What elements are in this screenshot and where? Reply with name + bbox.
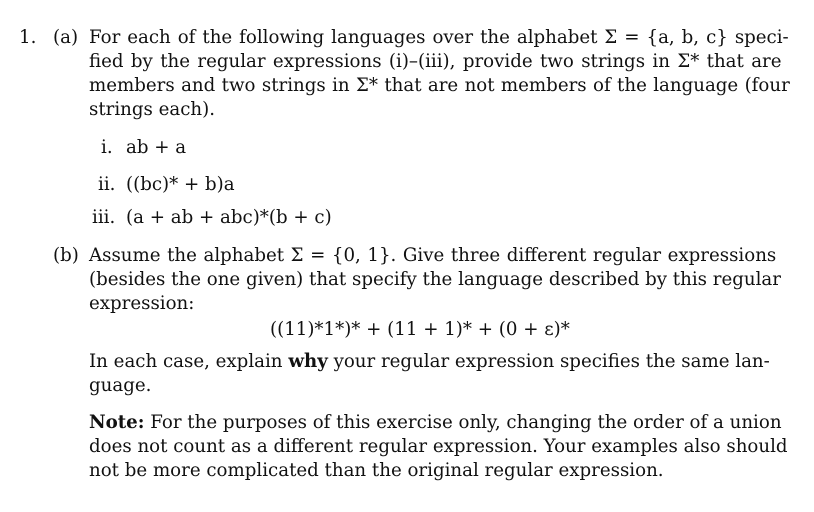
display-expression: ((11)*1*)* + (11 + 1)* + (0 + ε)* — [270, 319, 570, 340]
part-a-line-3: members and two strings in Σ* that are not members of the language (four — [89, 75, 790, 96]
item-ii-label: ii. — [98, 174, 116, 195]
explain-line-2: guage. — [89, 375, 152, 396]
item-iii-expr: (a + ab + abc)*(b + c) — [126, 207, 332, 228]
explain-text-end: your regular expression specifies the same lan- — [333, 351, 770, 372]
item-i-expr: ab + a — [126, 137, 187, 158]
part-a-line-2: fied by the regular expressions (i)–(iii), provide two strings in Σ* that are — [89, 51, 782, 72]
part-b-line-2: (besides the one given) that specify the language described by this regular — [89, 269, 781, 290]
note-line-1 — [89, 411, 782, 435]
part-a-line-4: strings each). — [89, 99, 216, 120]
explain-line-1 — [89, 350, 770, 374]
part-b-line-1: Assume the alphabet Σ = {0, 1}. Give three different regular expressions — [89, 245, 777, 266]
part-b-line-3: expression: — [89, 293, 195, 314]
part-b-label: (b) — [53, 245, 79, 266]
item-ii-expr: ((bc)* + b)a — [126, 174, 235, 195]
part-a-line-1: For each of the following languages over the alphabet Σ = {a, b, c} speci- — [89, 27, 789, 48]
note-text-1: For the purposes of this exercise only, changing the order of a union — [150, 412, 782, 433]
problem-number: 1. — [19, 27, 37, 48]
note-line-3: not be more complicated than the original regular expression. — [89, 460, 664, 481]
part-a-label: (a) — [53, 27, 79, 48]
explain-text-start: In each case, explain — [89, 351, 283, 372]
note-label: Note: — [89, 412, 145, 433]
item-iii-label: iii. — [92, 207, 116, 228]
explain-emphasis: why — [288, 351, 328, 372]
note-line-2: does not count as a different regular expression. Your examples also should — [89, 436, 788, 457]
item-i-label: i. — [101, 137, 113, 158]
